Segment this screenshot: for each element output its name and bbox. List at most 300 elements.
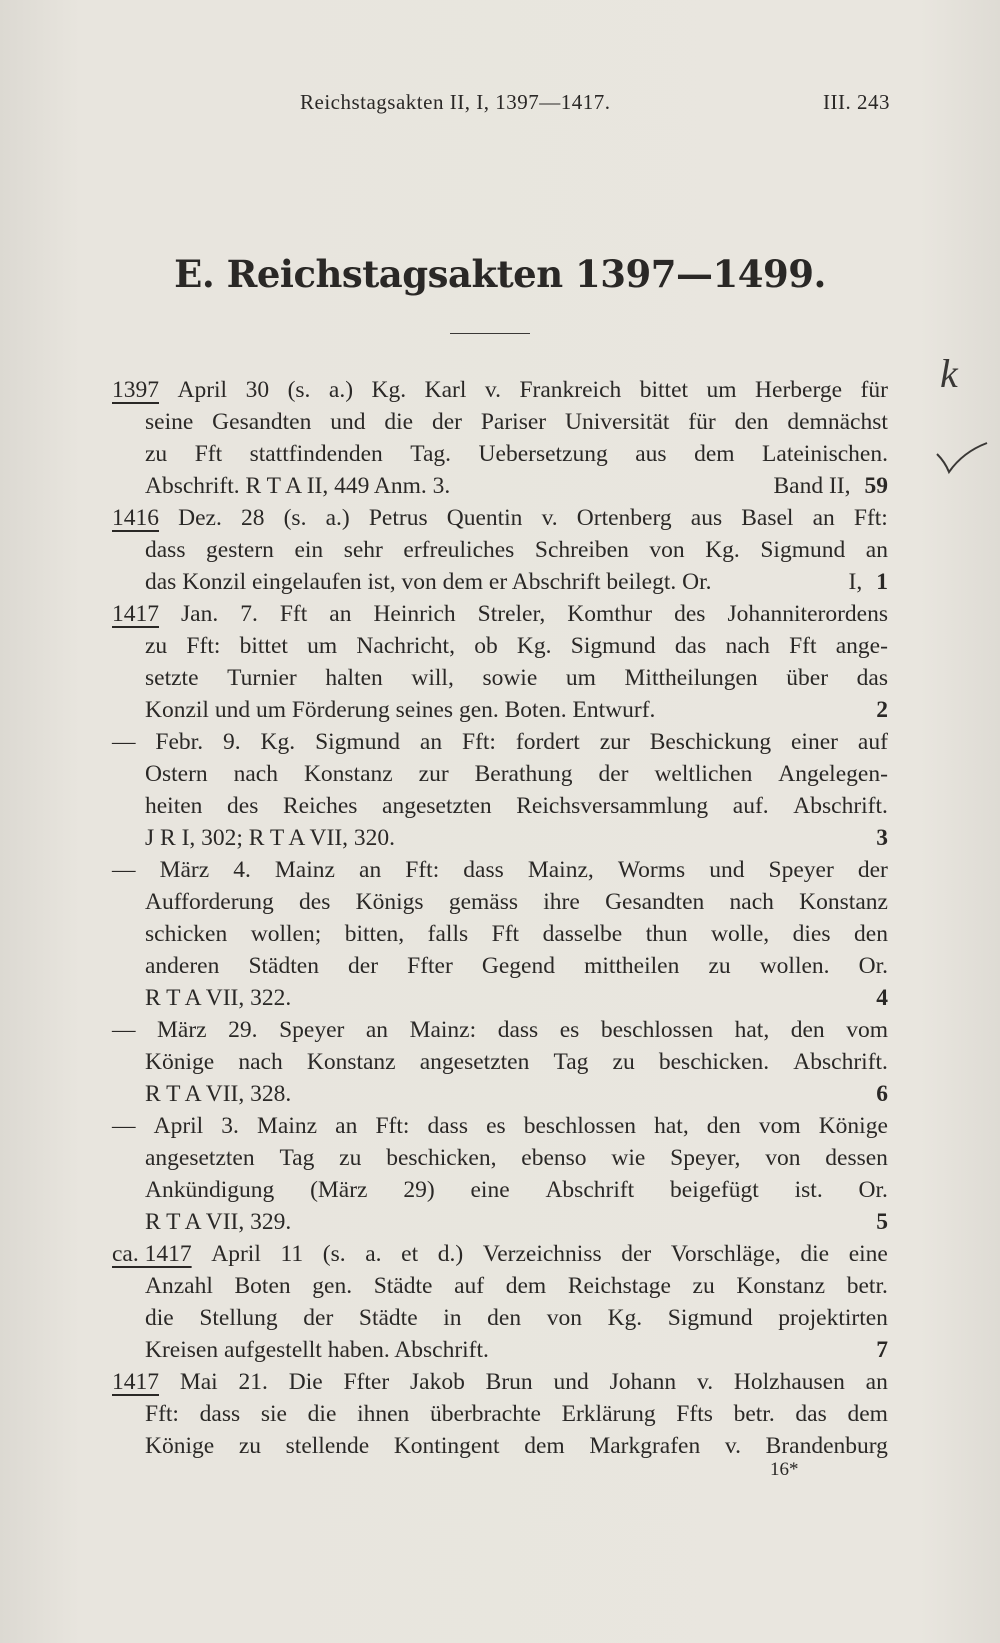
word: Sigmund — [570, 633, 656, 659]
word: Reichstage — [567, 1273, 671, 1299]
word: Brandenburg — [765, 1433, 888, 1459]
running-head-page: III. 243 — [823, 90, 890, 114]
word: — — [112, 857, 136, 883]
word: an — [865, 1369, 888, 1395]
word: Aufforderung — [145, 889, 274, 915]
word: bitten, — [344, 921, 405, 947]
word: anderen — [145, 953, 220, 979]
word: zur — [599, 729, 630, 755]
entry-line — [112, 598, 888, 630]
word: dasselbe — [542, 921, 623, 947]
word: fordert — [515, 729, 580, 755]
word: vom — [758, 1113, 801, 1139]
word: Johann — [609, 1369, 677, 1395]
word: an — [419, 729, 443, 755]
entry-line — [112, 790, 888, 822]
word: bittet — [639, 377, 689, 403]
word: Mainz — [257, 1113, 318, 1139]
entry-number: 2 — [876, 697, 888, 723]
word: stellende — [285, 1433, 370, 1459]
word: Gesandten — [605, 889, 705, 915]
word: Karl — [424, 377, 467, 403]
folio-signature: 16* — [770, 1459, 799, 1480]
word: eine — [470, 1177, 510, 1203]
word: hat, — [734, 1017, 770, 1043]
entry-line — [112, 662, 888, 694]
word: Mainz: — [409, 1017, 477, 1043]
word: Lateinischen. — [762, 441, 888, 467]
word: Markgrafen — [589, 1433, 701, 1459]
word: Städte — [373, 1273, 433, 1299]
word: April — [153, 1113, 204, 1139]
word: v. — [484, 377, 501, 403]
word: a.) — [325, 505, 350, 531]
word: gen. — [312, 1273, 353, 1299]
word: Konstanz — [303, 761, 393, 787]
register-entry — [112, 1238, 888, 1366]
word: beschlossen — [523, 1113, 637, 1139]
word: von — [546, 1305, 582, 1331]
word: Fft: — [462, 729, 496, 755]
word: den — [790, 1017, 825, 1043]
word: Fft — [789, 633, 817, 659]
word: auf. — [732, 793, 769, 819]
checkmark-icon — [935, 440, 990, 480]
entry-line — [112, 1366, 888, 1398]
word: den — [706, 1113, 741, 1139]
word: überbrachte — [430, 1401, 541, 1427]
word: angesetzten — [145, 1145, 255, 1171]
word: aus — [635, 441, 667, 467]
running-head-title: Reichstagsakten II, I, 1397—1417. — [300, 90, 611, 114]
word: (s. — [322, 1241, 346, 1267]
word: der — [857, 857, 888, 883]
register-entry — [112, 854, 888, 1014]
word: den — [734, 409, 769, 435]
entry-line — [112, 534, 888, 566]
word: 30 — [245, 377, 270, 403]
register-entry — [112, 374, 888, 502]
word: Or. — [858, 953, 888, 979]
word: Febr. — [155, 729, 204, 755]
word: Könige — [145, 1049, 215, 1075]
word: die — [384, 409, 414, 435]
entry-line — [112, 886, 888, 918]
word: Petrus — [368, 505, 428, 531]
word: — — [112, 1113, 136, 1139]
word: Ffts — [676, 1401, 713, 1427]
entry-closing-line — [112, 566, 888, 598]
word: des — [299, 889, 331, 915]
word: Vorschläge, — [670, 1241, 781, 1267]
word: Johanniterordens — [727, 601, 888, 627]
word: nach — [238, 1049, 283, 1075]
word: das — [795, 1401, 827, 1427]
word: beigefügt — [670, 1177, 759, 1203]
entry-closing-line — [112, 1206, 888, 1238]
entry-number: 6 — [876, 1081, 888, 1107]
word: und — [709, 857, 745, 883]
word: halten — [325, 665, 383, 691]
word: mittheilen — [584, 953, 680, 979]
word: zu — [145, 441, 168, 467]
word: die — [800, 1241, 830, 1267]
word: ein — [294, 537, 324, 563]
word: schicken — [145, 921, 228, 947]
word: dem — [847, 1401, 888, 1427]
word: das — [674, 633, 707, 659]
word: Ffter — [343, 1369, 390, 1395]
word: v. — [696, 1369, 714, 1395]
word: (s. — [283, 505, 307, 531]
word: ihre — [543, 889, 580, 915]
word: das — [856, 665, 888, 691]
word: Königs — [355, 889, 424, 915]
entry-closing-line — [112, 822, 888, 854]
word: 4. — [233, 857, 251, 883]
word: vom — [846, 1017, 888, 1043]
word: Die — [288, 1369, 323, 1395]
entry-closing-line — [112, 694, 888, 726]
entry-line — [112, 1398, 888, 1430]
word: April — [177, 377, 228, 403]
word: Pariser — [480, 409, 547, 435]
word: a.) — [328, 377, 354, 403]
word: angesetzten — [419, 1049, 530, 1075]
word: zu — [145, 633, 168, 659]
entry-closing-line — [112, 1334, 888, 1366]
word: Fft — [279, 601, 308, 627]
word: Gegend — [481, 953, 555, 979]
word: — — [112, 1017, 136, 1043]
word: wollen. — [759, 953, 830, 979]
word: heiten — [145, 793, 203, 819]
entry-list — [112, 374, 888, 1462]
entry-line — [112, 1302, 888, 1334]
word: ob — [474, 633, 498, 659]
word: seine — [145, 409, 194, 435]
entry-closing-line — [112, 982, 888, 1014]
word: und — [553, 1369, 589, 1395]
entry-line — [112, 630, 888, 662]
word: Konstanz — [736, 1273, 826, 1299]
word: stattfindenden — [249, 441, 383, 467]
word: Erklärung — [561, 1401, 656, 1427]
word: Universität — [564, 409, 670, 435]
word: an — [365, 1017, 389, 1043]
word: Uebersetzung — [478, 441, 608, 467]
word: gestern — [206, 537, 274, 563]
word: an — [335, 1113, 358, 1139]
entry-source: R T A VII, 328. — [145, 1081, 292, 1107]
entry-line — [112, 374, 888, 406]
word: Worms — [617, 857, 686, 883]
word: dass — [463, 857, 504, 883]
word: betr. — [846, 1273, 888, 1299]
word: nach — [729, 889, 774, 915]
word: Kg. — [705, 537, 740, 563]
word: v. — [541, 505, 558, 531]
word: dass — [427, 1113, 468, 1139]
entry-volume: Band II, — [773, 473, 851, 499]
word: März — [157, 1017, 207, 1043]
word: von — [765, 1145, 801, 1171]
word: Konstanz — [799, 889, 888, 915]
word: der — [431, 409, 462, 435]
word: Turnier — [227, 665, 297, 691]
word: dessen — [825, 1145, 888, 1171]
word: Tag. — [410, 441, 452, 467]
entry-line — [112, 854, 888, 886]
word: will, — [411, 665, 454, 691]
entry-source: J R I, 302; R T A VII, 320. — [145, 825, 396, 851]
word: ange- — [835, 633, 888, 659]
word: Fft: — [145, 1401, 179, 1427]
word: Nachricht, — [356, 633, 455, 659]
word: dem — [505, 1273, 547, 1299]
word: Herberge — [755, 377, 843, 403]
word: wie — [611, 1145, 646, 1171]
word: betr. — [733, 1401, 775, 1427]
word: dies — [792, 921, 831, 947]
word: Holzhausen — [733, 1369, 845, 1395]
word: Frankreich — [519, 377, 622, 403]
word: es — [486, 1113, 506, 1139]
entry-line — [112, 438, 888, 470]
word: zu — [339, 1145, 362, 1171]
word: dass — [497, 1017, 539, 1043]
entry-number: 4 — [876, 985, 888, 1011]
word: d.) — [437, 1241, 464, 1267]
word: demnächst — [787, 409, 888, 435]
running-head — [110, 90, 890, 120]
word: setzte — [145, 665, 199, 691]
word: dass — [145, 537, 186, 563]
entry-closing-line — [112, 470, 888, 502]
word: der — [348, 953, 379, 979]
word: von — [649, 537, 685, 563]
entry-source: Abschrift. R T A II, 449 Anm. 3. — [145, 473, 451, 499]
word: sie — [260, 1401, 287, 1427]
word: wollen; — [250, 921, 322, 947]
entry-year: 1416 — [112, 505, 159, 531]
word: an — [329, 601, 352, 627]
section-title: E. Reichstagsakten 1397—1499. — [174, 252, 826, 296]
word: Ortenberg — [576, 505, 672, 531]
entry-number: 3 — [876, 825, 888, 851]
entry-number: 59 — [864, 473, 888, 499]
entry-line — [112, 502, 888, 534]
word: Städte — [358, 1305, 418, 1331]
word: sehr — [343, 537, 383, 563]
word: zu — [708, 953, 731, 979]
word: Städten — [248, 953, 319, 979]
word: 29) — [403, 1177, 435, 1203]
entry-year: 1417 — [112, 601, 159, 627]
word: nach — [233, 761, 278, 787]
word: Abschrift. — [793, 1049, 888, 1075]
entry-line — [112, 950, 888, 982]
word: und — [330, 409, 366, 435]
entry-line — [112, 758, 888, 790]
word: gemäss — [448, 889, 518, 915]
word: der — [303, 1305, 334, 1331]
word: Stellung — [199, 1305, 278, 1331]
entry-line — [112, 1238, 888, 1270]
word: Berathung — [474, 761, 573, 787]
word: Komthur — [567, 601, 653, 627]
word: des — [227, 793, 259, 819]
word: auf — [454, 1273, 485, 1299]
word: bittet — [239, 633, 288, 659]
word: falls — [427, 921, 469, 947]
word: zu — [612, 1049, 635, 1075]
word: Abschrift — [545, 1177, 635, 1203]
word: in — [443, 1305, 462, 1331]
word: dem — [524, 1433, 565, 1459]
word: Fft: — [853, 505, 888, 531]
word: Basel — [741, 505, 794, 531]
word: beschlossen — [600, 1017, 714, 1043]
word: März — [159, 857, 210, 883]
word: Jan. — [181, 601, 219, 627]
word: Mainz — [274, 857, 335, 883]
word: ebenso — [521, 1145, 587, 1171]
word: Beschickung — [649, 729, 772, 755]
word: (März — [310, 1177, 368, 1203]
word: Fft — [194, 441, 223, 467]
word: Heinrich — [373, 601, 456, 627]
word: Brun — [485, 1369, 533, 1395]
word: erfreuliches — [403, 537, 515, 563]
entry-line — [112, 726, 888, 758]
word: des — [674, 601, 706, 627]
word: Reichsversammlung — [516, 793, 709, 819]
word: 21. — [238, 1369, 268, 1395]
entry-line — [112, 1430, 888, 1462]
word: ist. — [794, 1177, 823, 1203]
word: über — [786, 665, 829, 691]
word: 28 — [240, 505, 265, 531]
word: dass — [199, 1401, 241, 1427]
word: die — [145, 1305, 174, 1331]
word: einer — [791, 729, 838, 755]
word: — — [112, 729, 136, 755]
word: wolle, — [711, 921, 770, 947]
register-entry — [112, 598, 888, 726]
word: Ostern — [145, 761, 208, 787]
entry-line — [112, 406, 888, 438]
entry-line — [112, 918, 888, 950]
word: thun — [645, 921, 688, 947]
word: Anzahl — [145, 1273, 213, 1299]
word: Or. — [858, 1177, 888, 1203]
entry-line — [112, 1046, 888, 1078]
word: eine — [848, 1241, 888, 1267]
word: 11 — [280, 1241, 304, 1267]
word: Speyer, — [670, 1145, 741, 1171]
word: Gesandten — [212, 409, 312, 435]
word: projektirten — [778, 1305, 888, 1331]
word: beschicken, — [386, 1145, 497, 1171]
word: Boten — [234, 1273, 291, 1299]
word: Jakob — [410, 1369, 465, 1395]
word: Sigmund — [667, 1305, 753, 1331]
register-entry — [112, 1110, 888, 1238]
margin-annotation: k — [940, 351, 958, 396]
word: Fft: — [405, 857, 440, 883]
word: Schreiben — [534, 537, 629, 563]
word: um — [565, 665, 596, 691]
word: weltlichen — [654, 761, 753, 787]
word: an — [812, 505, 835, 531]
word: Mainz, — [527, 857, 594, 883]
word: aus — [690, 505, 723, 531]
word: Kg. — [260, 729, 296, 755]
entry-source: R T A VII, 329. — [145, 1209, 292, 1235]
word: um — [706, 377, 737, 403]
word: Sigmund — [315, 729, 400, 755]
entry-volume: I, — [848, 569, 863, 595]
title-rule — [450, 333, 530, 334]
register-entry — [112, 502, 888, 598]
word: den — [854, 921, 888, 947]
word: zu — [692, 1273, 715, 1299]
word: 3. — [221, 1113, 239, 1139]
word: dem — [694, 441, 735, 467]
word: 29. — [228, 1017, 258, 1043]
word: hat, — [654, 1113, 689, 1139]
entry-source: Konzil und um Förderung seines gen. Boten. Entwurf. — [145, 697, 656, 723]
word: Könige — [145, 1433, 215, 1459]
word: Kg. — [371, 377, 407, 403]
entry-closing-line — [112, 1078, 888, 1110]
entry-line — [112, 1174, 888, 1206]
register-entry — [112, 1014, 888, 1110]
word: Dez. — [178, 505, 222, 531]
entry-year: ca. 1417 — [112, 1241, 192, 1267]
word: 9. — [223, 729, 241, 755]
word: Kg. — [516, 633, 552, 659]
word: nach — [725, 633, 770, 659]
word: Streler, — [477, 601, 546, 627]
word: angesetzten — [382, 793, 492, 819]
word: et — [401, 1241, 419, 1267]
word: Fft: — [186, 633, 221, 659]
entry-source: das Konzil eingelaufen ist, von dem er Abschrift beilegt. Or. — [145, 569, 712, 595]
word: Reiches — [283, 793, 358, 819]
word: zur — [418, 761, 449, 787]
word: auf — [857, 729, 888, 755]
word: ihnen — [357, 1401, 410, 1427]
entry-line — [112, 1014, 888, 1046]
word: sowie — [482, 665, 538, 691]
word: Mittheilungen — [624, 665, 758, 691]
register-entry — [112, 1366, 888, 1462]
word: Ffter — [407, 953, 453, 979]
word: Quentin — [446, 505, 523, 531]
word: Abschrift. — [793, 793, 888, 819]
word: Mai — [179, 1369, 218, 1395]
word: Angelegen- — [778, 761, 888, 787]
entry-line — [112, 1142, 888, 1174]
register-entry — [112, 726, 888, 854]
word: Speyer — [279, 1017, 345, 1043]
word: Verzeichniss — [482, 1241, 602, 1267]
word: an — [359, 857, 382, 883]
word: an — [865, 537, 888, 563]
word: der — [621, 1241, 652, 1267]
